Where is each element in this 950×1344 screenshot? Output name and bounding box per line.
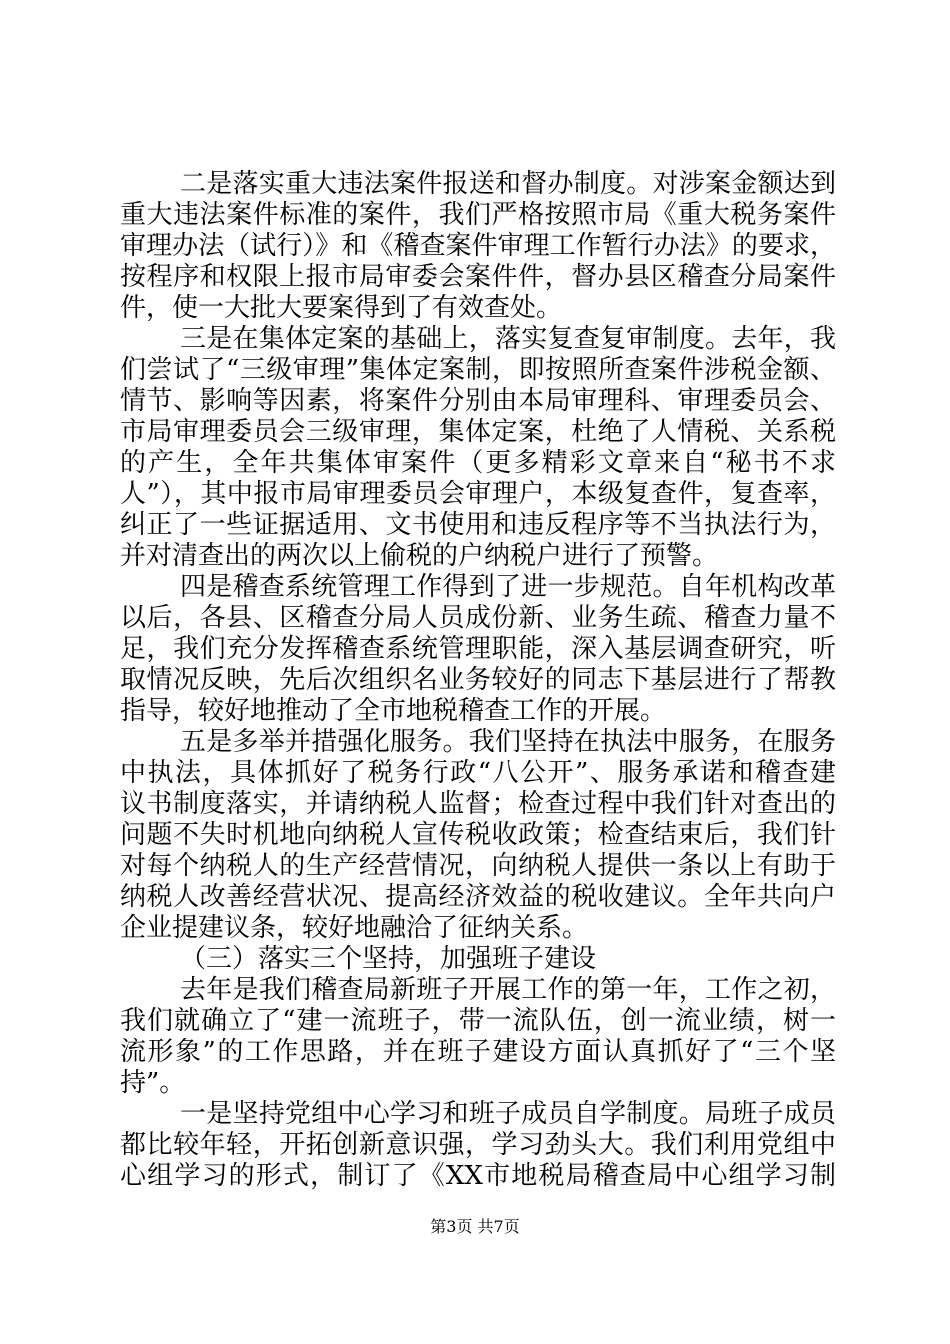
text-line: 的产生，全年共集体审案件（更多精彩文章来自“秘书不求 <box>120 448 836 478</box>
text-line: 我们就确立了“建一流班子，带一流队伍，创一流业绩，树一 <box>120 1006 836 1036</box>
text-line: 人”），其中报市局审理委员会审理户，本级复查件，复查率， <box>120 479 836 509</box>
text-line: 中执法，具体抓好了税务行政“八公开”、服务承诺和稽查建 <box>120 758 836 788</box>
text-line: 情节、影响等因素，将案件分别由本局审理科、审理委员会、 <box>120 386 836 416</box>
text-line: 以后，各县、区稽查分局人员成份新、业务生疏、稽查力量不 <box>120 603 836 633</box>
text-line: 并对清查出的两次以上偷税的户纳税户进行了预警。 <box>120 541 719 571</box>
text-line: 件，使一大批大要案得到了有效查处。 <box>120 293 563 323</box>
text-line: 重大违法案件标准的案件，我们严格按照市局《重大税务案件 <box>120 200 836 230</box>
text-line: 纠正了一些证据适用、文书使用和违反程序等不当执法行为， <box>120 510 836 540</box>
text-line: 对每个纳税人的生产经营情况，向纳税人提供一条以上有助于 <box>120 851 836 881</box>
text-line: 指导，较好地推动了全市地税稽查工作的开展。 <box>120 696 667 726</box>
text-line: 问题不失时机地向纳税人宣传税收政策；检查结束后，我们针 <box>120 820 836 850</box>
text-line: 企业提建议条，较好地融洽了征纳关系。 <box>120 913 589 943</box>
text-line: 都比较年轻，开拓创新意识强，学习劲头大。我们利用党组中 <box>120 1130 836 1160</box>
text-line: 四是稽查系统管理工作得到了进一步规范。自年机构改革 <box>180 572 836 602</box>
text-line: 审理办法（试行）》和《稽查案件审理工作暂行办法》的要求， <box>120 231 836 261</box>
text-line: 足，我们充分发挥稽查系统管理职能，深入基层调查研究，听 <box>120 634 836 664</box>
text-line: 按程序和权限上报市局审委会案件件，督办县区稽查分局案件 <box>120 262 836 292</box>
text-line: 市局审理委员会三级审理，集体定案，杜绝了人情税、关系税 <box>120 417 836 447</box>
text-line: 去年是我们稽查局新班子开展工作的第一年，工作之初， <box>180 975 836 1005</box>
text-line: 五是多举并措强化服务。我们坚持在执法中服务，在服务 <box>180 727 836 757</box>
text-line: 三是在集体定案的基础上，落实复查复审制度。去年，我 <box>180 324 836 354</box>
text-line: 议书制度落实，并请纳税人监督；检查过程中我们针对查出的 <box>120 789 836 819</box>
text-line: 纳税人改善经营状况、提高经济效益的税收建议。全年共向户 <box>120 882 836 912</box>
page-footer: 第3页 共7页 <box>430 1217 520 1236</box>
text-line: 持”。 <box>120 1068 186 1098</box>
text-line: 流形象”的工作思路，并在班子建设方面认真抓好了“三个坚 <box>120 1037 836 1067</box>
text-line: 取情况反映，先后次组织名业务较好的同志下基层进行了帮教 <box>120 665 836 695</box>
text-line: 一是坚持党组中心学习和班子成员自学制度。局班子成员 <box>180 1099 836 1129</box>
text-line: 们尝试了“三级审理”集体定案制，即按照所查案件涉税金额、 <box>120 355 836 385</box>
text-line: 心组学习的形式，制订了《XX市地税局稽查局中心组学习制 <box>120 1161 836 1191</box>
text-line: 二是落实重大违法案件报送和督办制度。对涉案金额达到 <box>180 169 836 199</box>
section-heading: （三）落实三个坚持，加强班子建设 <box>180 944 597 974</box>
